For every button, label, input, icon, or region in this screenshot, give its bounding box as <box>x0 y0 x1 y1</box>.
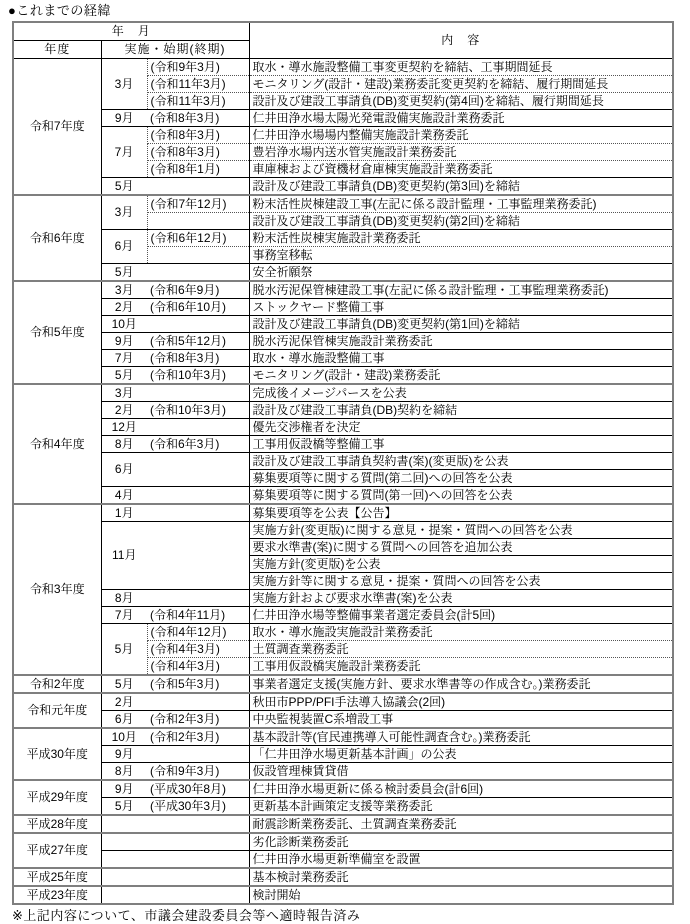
date-cell <box>147 178 249 196</box>
date-cell: (平成30年8月) <box>147 780 249 798</box>
table-row <box>13 59 673 76</box>
empty-period-cell <box>101 851 249 869</box>
content-cell: 取水・導水施設整備工事変更契約を締結、工事期間延長 <box>249 59 673 76</box>
date-cell: (令和8年1月) <box>147 161 249 178</box>
content-cell: 設計及び建設工事請負(DB)変更契約(第2回)を締結 <box>249 213 673 230</box>
date-cell <box>147 247 249 264</box>
month-cell: 2月 <box>101 402 147 419</box>
month-cell: 6月 <box>101 453 147 487</box>
date-cell: (令和6年9月) <box>147 281 249 299</box>
date-cell <box>147 504 249 522</box>
date-cell <box>147 453 249 487</box>
date-cell: (令和10年3月) <box>147 402 249 419</box>
content-cell: 設計及び建設工事請負(DB)変更契約(第1回)を締結 <box>249 316 673 333</box>
content-cell: 劣化診断業務委託 <box>249 833 673 851</box>
month-cell: 8月 <box>101 763 147 781</box>
content-cell: 粉末活性炭棟実施設計業務委託 <box>249 230 673 247</box>
fiscal-year-cell: 令和元年度 <box>13 693 101 728</box>
content-cell: 「仁井田浄水場更新基本計画」の公表 <box>249 746 673 763</box>
month-cell: 10月 <box>101 316 147 333</box>
content-cell: 耐震診断業務委託、土質調査業務委託 <box>249 815 673 833</box>
month-cell: 10月 <box>101 728 147 746</box>
date-cell: (令和5年12月) <box>147 333 249 350</box>
table-row <box>13 833 673 851</box>
empty-period-cell <box>101 815 249 833</box>
date-cell <box>147 693 249 711</box>
history-table <box>12 21 674 905</box>
month-cell: 1月 <box>101 504 147 522</box>
date-cell: (令和6年10月) <box>147 299 249 316</box>
fiscal-year-cell: 令和6年度 <box>13 195 101 281</box>
table-row <box>13 624 673 641</box>
date-cell: (令和11年3月) <box>147 93 249 110</box>
fiscal-year-cell: 平成30年度 <box>13 728 101 780</box>
content-cell: 豊岩浄水場内送水管実施設計業務委託 <box>249 144 673 161</box>
fiscal-year-cell: 令和5年度 <box>13 281 101 384</box>
content-cell: 実施方針(変更版)を公表 <box>249 556 673 573</box>
table-row <box>13 798 673 816</box>
content-cell: 完成後イメージパースを公表 <box>249 384 673 402</box>
page-title: ●これまでの経緯 <box>8 3 111 18</box>
content-cell: 検討開始 <box>252 887 301 902</box>
header-period: 実施・始期(終期) <box>101 41 249 59</box>
date-cell <box>147 746 249 763</box>
content-cell: 仁井田浄水場更新に係る検討委員会(計6回) <box>249 780 673 798</box>
content-cell: 土質調査業務委託 <box>249 641 673 658</box>
table-row <box>13 110 673 127</box>
table-row <box>13 281 673 299</box>
content-cell: 仮設管理棟賃貸借 <box>249 763 673 781</box>
header-year-month: 年 月 <box>13 22 249 41</box>
content-cell: ストックヤード整備工事 <box>249 299 673 316</box>
month-cell: 7月 <box>101 127 147 178</box>
content-cell: 工事用仮設橋実施設計業務委託 <box>249 658 673 676</box>
date-cell <box>147 590 249 607</box>
table-row <box>13 178 673 196</box>
date-cell <box>147 264 249 282</box>
month-cell: 2月 <box>101 299 147 316</box>
content-cell: 安全祈願祭 <box>249 264 673 282</box>
content-cell: 事務室移転 <box>249 247 673 264</box>
month-cell: 3月 <box>101 384 147 402</box>
content-cell: 設計及び建設工事請負(DB)変更契約(第4回)を締結、履行期間延長 <box>249 93 673 110</box>
date-cell: (令和4年11月) <box>147 607 249 624</box>
content-cell: 秋田市PPP/PFI手法導入協議会(2回) <box>249 693 673 711</box>
month-cell: 6月 <box>101 230 147 264</box>
month-cell: 5月 <box>101 624 147 676</box>
content-cell: 取水・導水施設整備工事 <box>249 350 673 367</box>
content-cell: モニタリング(設計・建設)業務委託 <box>249 367 673 385</box>
content-cell: 仁井田浄水場太陽光発電設備実施設計業務委託 <box>249 110 673 127</box>
content-cell: 設計及び建設工事請負(DB)契約を締結 <box>249 402 673 419</box>
content-cell: 設計及び建設工事請負契約書(案)(変更版)を公表 <box>249 453 673 470</box>
table-row <box>13 607 673 624</box>
date-cell: (平成30年3月) <box>147 798 249 816</box>
table-row <box>13 746 673 763</box>
content-cell: 仁井田浄水場場内整備実施設計業務委託 <box>249 127 673 144</box>
table-row <box>13 333 673 350</box>
date-cell: (令和8年3月) <box>147 127 249 144</box>
table-row <box>13 851 673 869</box>
month-cell: 9月 <box>101 333 147 350</box>
content-cell: 基本検討業務委託 <box>249 868 673 886</box>
date-cell <box>147 419 249 436</box>
content-cell: 実施方針等に関する意見・提案・質問への回答を公表 <box>249 573 673 590</box>
table-row <box>13 504 673 522</box>
table-row <box>13 453 673 470</box>
date-cell <box>147 316 249 333</box>
month-cell: 9月 <box>101 780 147 798</box>
date-cell: (令和6年12月) <box>147 230 249 247</box>
content-cell: 仁井田浄水場更新準備室を設置 <box>249 851 673 869</box>
content-cell: 募集要項等に関する質問(第一回)への回答を公表 <box>249 487 673 505</box>
content-cell: モニタリング(設計・建設)業務委託変更契約を締結、履行期間延長 <box>249 76 673 93</box>
content-cell: 脱水汚泥保管棟実施設計業務委託 <box>249 333 673 350</box>
date-cell: (令和11年3月) <box>147 76 249 93</box>
table-row <box>13 195 673 213</box>
month-cell: 8月 <box>101 436 147 453</box>
date-cell: (令和4年3月) <box>147 641 249 658</box>
fiscal-year-cell: 平成27年度 <box>13 833 101 868</box>
fiscal-year-cell: 令和3年度 <box>13 504 101 675</box>
empty-period-cell <box>101 886 249 904</box>
table-row <box>13 711 673 729</box>
month-cell: 4月 <box>101 487 147 505</box>
content-cell: 車庫棟および資機材倉庫棟実施設計業務委託 <box>249 161 673 178</box>
date-cell <box>147 213 249 230</box>
month-cell: 5月 <box>101 367 147 385</box>
table-row <box>13 487 673 505</box>
month-cell: 12月 <box>101 419 147 436</box>
month-cell: 5月 <box>101 264 147 282</box>
month-cell: 3月 <box>101 195 147 230</box>
month-cell: 3月 <box>101 59 147 110</box>
content-cell: 脱水汚泥保管棟建設工事(左記に係る設計監理・工事監理業務委託) <box>249 281 673 299</box>
table-row <box>13 815 673 833</box>
fiscal-year-cell: 令和4年度 <box>13 384 101 504</box>
table-header <box>13 22 673 59</box>
date-cell: (令和2年3月) <box>147 728 249 746</box>
fiscal-year-cell: 令和7年度 <box>13 59 101 196</box>
table-row <box>13 693 673 711</box>
content-cell: 粉末活性炭棟建設工事(左記に係る設計監理・工事監理業務委託) <box>249 195 673 213</box>
footnote: ※上記内容について、市議会建設委員会等へ適時報告済み <box>12 908 361 923</box>
content-cell: 要求水準書(案)に関する質問への回答を追加公表 <box>249 539 673 556</box>
fiscal-year-cell: 平成25年度 <box>13 868 101 886</box>
month-cell: 2月 <box>101 693 147 711</box>
fiscal-year-cell: 平成29年度 <box>13 780 101 815</box>
table-row <box>13 402 673 419</box>
empty-period-cell <box>101 833 249 851</box>
month-cell: 7月 <box>101 350 147 367</box>
content-cell: 基本設計等(官民連携導入可能性調査含む。)業務委託 <box>249 728 673 746</box>
date-cell <box>147 487 249 505</box>
table-row <box>13 728 673 746</box>
table-row <box>13 264 673 282</box>
content-cell: 仁井田浄水場等整備事業者選定委員会(計5回) <box>249 607 673 624</box>
fiscal-year-cell: 令和2年度 <box>13 675 101 693</box>
table-row <box>13 127 673 144</box>
content-cell: 設計及び建設工事請負(DB)変更契約(第3回)を締結 <box>249 178 673 196</box>
fiscal-year-cell: 平成28年度 <box>13 815 101 833</box>
month-cell: 3月 <box>101 281 147 299</box>
date-cell: (令和9年3月) <box>147 763 249 781</box>
content-cell: 中央監視装置C系増設工事 <box>249 711 673 729</box>
table-row <box>13 675 673 693</box>
month-cell: 5月 <box>101 178 147 196</box>
fiscal-year-cell: 平成23年度 <box>13 886 101 904</box>
date-cell: (令和8年3月) <box>147 350 249 367</box>
date-cell: (令和5年3月) <box>147 675 249 693</box>
header-content: 内 容 <box>249 22 673 59</box>
date-cell: (令和7年12月) <box>147 195 249 213</box>
month-cell: 9月 <box>101 746 147 763</box>
table-body <box>13 59 673 905</box>
table-row <box>13 763 673 781</box>
date-cell: (令和6年3月) <box>147 436 249 453</box>
table-row <box>13 868 673 886</box>
month-cell: 5月 <box>101 675 147 693</box>
header-fiscal-year: 年度 <box>13 41 101 59</box>
content-cell: 優先交渉権者を決定 <box>249 419 673 436</box>
table-row <box>13 886 673 904</box>
month-cell: 5月 <box>101 798 147 816</box>
content-cell: 募集要項等を公表【公告】 <box>249 504 673 522</box>
table-row <box>13 316 673 333</box>
table-row <box>13 367 673 385</box>
table-row <box>13 230 673 247</box>
date-cell: (令和8年3月) <box>147 144 249 161</box>
content-cell: 募集要項等に関する質問(第二回)への回答を公表 <box>249 470 673 487</box>
content-cell: 実施方針および要求水準書(案)を公表 <box>249 590 673 607</box>
month-cell: 6月 <box>101 711 147 729</box>
table-row <box>13 299 673 316</box>
content-cell: 事業者選定支援(実施方針、要求水準書等の作成含む。)業務委託 <box>249 675 673 693</box>
month-cell: 11月 <box>101 522 147 590</box>
month-cell: 9月 <box>101 110 147 127</box>
table-row <box>13 384 673 402</box>
date-cell: (令和4年12月) <box>147 624 249 641</box>
content-cell: 実施方針(変更版)に関する意見・提案・質問への回答を公表 <box>249 522 673 539</box>
month-cell: 8月 <box>101 590 147 607</box>
date-cell: (令和10年3月) <box>147 367 249 385</box>
table-row <box>13 780 673 798</box>
date-cell <box>147 384 249 402</box>
table-row <box>13 350 673 367</box>
empty-period-cell <box>101 868 249 886</box>
date-cell: (令和2年3月) <box>147 711 249 729</box>
content-cell: 更新基本計画策定支援等業務委託 <box>249 798 673 816</box>
date-cell: (令和4年3月) <box>147 658 249 676</box>
table-row <box>13 419 673 436</box>
content-cell: 工事用仮設橋等整備工事 <box>249 436 673 453</box>
date-cell <box>147 522 249 590</box>
table-row <box>13 436 673 453</box>
date-cell: (令和8年3月) <box>147 110 249 127</box>
content-cell: 取水・導水施設実施設計業務委託 <box>249 624 673 641</box>
table-row <box>13 522 673 539</box>
table-row <box>13 590 673 607</box>
date-cell: (令和9年3月) <box>147 59 249 76</box>
month-cell: 7月 <box>101 607 147 624</box>
